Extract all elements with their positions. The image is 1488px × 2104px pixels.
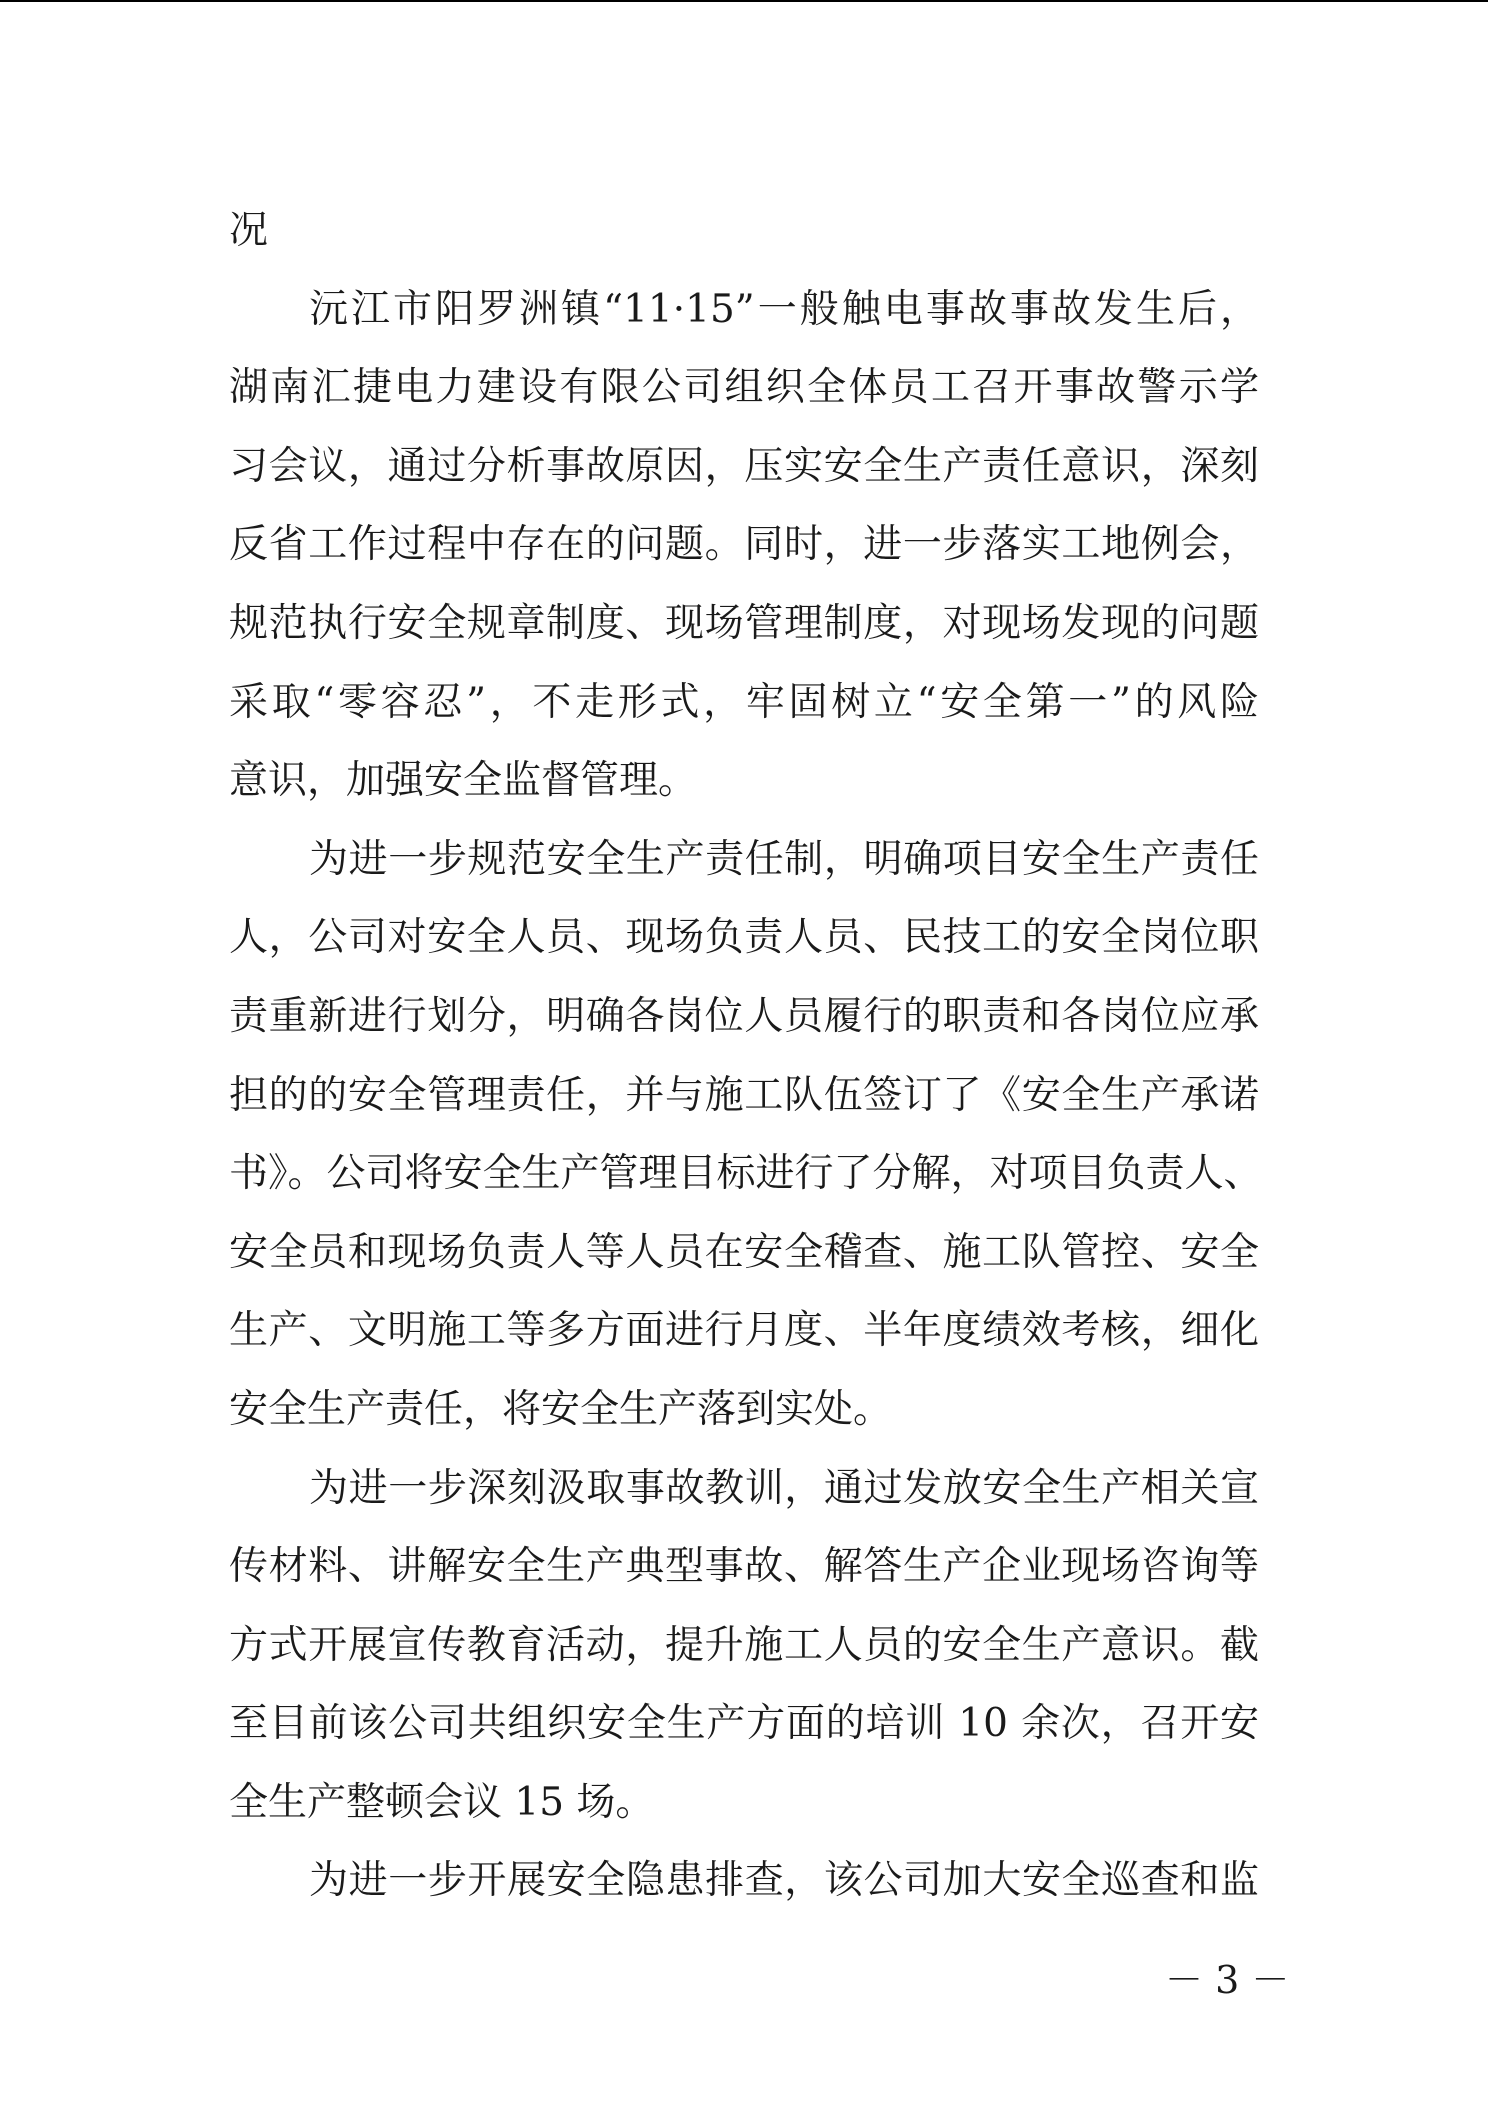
- text-line: 全生产整顿会议 15 场。: [229, 1779, 655, 1825]
- text-line: 采取“零容忍”，不走形式，牢固树立“安全第一”的风险: [229, 679, 1259, 725]
- text-line: 安全生产责任，将安全生产落到实处。: [229, 1386, 893, 1432]
- text-line: 为进一步深刻汲取事故教训，通过发放安全生产相关宣: [309, 1465, 1259, 1511]
- text-line: 生产、文明施工等多方面进行月度、半年度绩效考核，细化: [229, 1308, 1259, 1354]
- text-line: 为进一步规范安全生产责任制，明确项目安全生产责任: [309, 836, 1259, 882]
- page-number: － 3 －: [1165, 1958, 1290, 2002]
- text-line: 担的的安全管理责任，并与施工队伍签订了《安全生产承诺: [229, 1072, 1259, 1118]
- text-line: 书》。公司将安全生产管理目标进行了分解，对项目负责人、: [229, 1151, 1263, 1197]
- text-line: 人，公司对安全人员、现场负责人员、民技工的安全岗位职: [229, 915, 1259, 961]
- text-line: 规范执行安全规章制度、现场管理制度，对现场发现的问题: [229, 600, 1259, 646]
- text-line: 湖南汇捷电力建设有限公司组织全体员工召开事故警示学: [229, 365, 1259, 411]
- text-line: 至目前该公司共组织安全生产方面的培训 10 余次，召开安: [229, 1701, 1259, 1747]
- text-line: 传材料、讲解安全生产典型事故、解答生产企业现场咨询等: [229, 1544, 1259, 1590]
- text-line: 沅江市阳罗洲镇“11·15”一般触电事故事故发生后，: [309, 286, 1259, 332]
- text-line: 责重新进行划分，明确各岗位人员履行的职责和各岗位应承: [229, 993, 1259, 1039]
- text-line: 反省工作过程中存在的问题。同时，进一步落实工地例会，: [229, 522, 1259, 568]
- top-border-line: [0, 0, 1488, 2]
- text-line: 意识，加强安全监督管理。: [229, 758, 698, 804]
- text-line: 况: [229, 208, 269, 253]
- text-line: 安全员和现场负责人等人员在安全稽查、施工队管控、安全: [229, 1229, 1259, 1275]
- text-line: 为进一步开展安全隐患排查，该公司加大安全巡查和监: [309, 1858, 1259, 1904]
- text-line: 习会议，通过分析事故原因，压实安全生产责任意识，深刻: [229, 443, 1259, 489]
- text-line: 方式开展宣传教育活动，提升施工人员的安全生产意识。截: [229, 1622, 1259, 1668]
- body-text: [229, 192, 1263, 1921]
